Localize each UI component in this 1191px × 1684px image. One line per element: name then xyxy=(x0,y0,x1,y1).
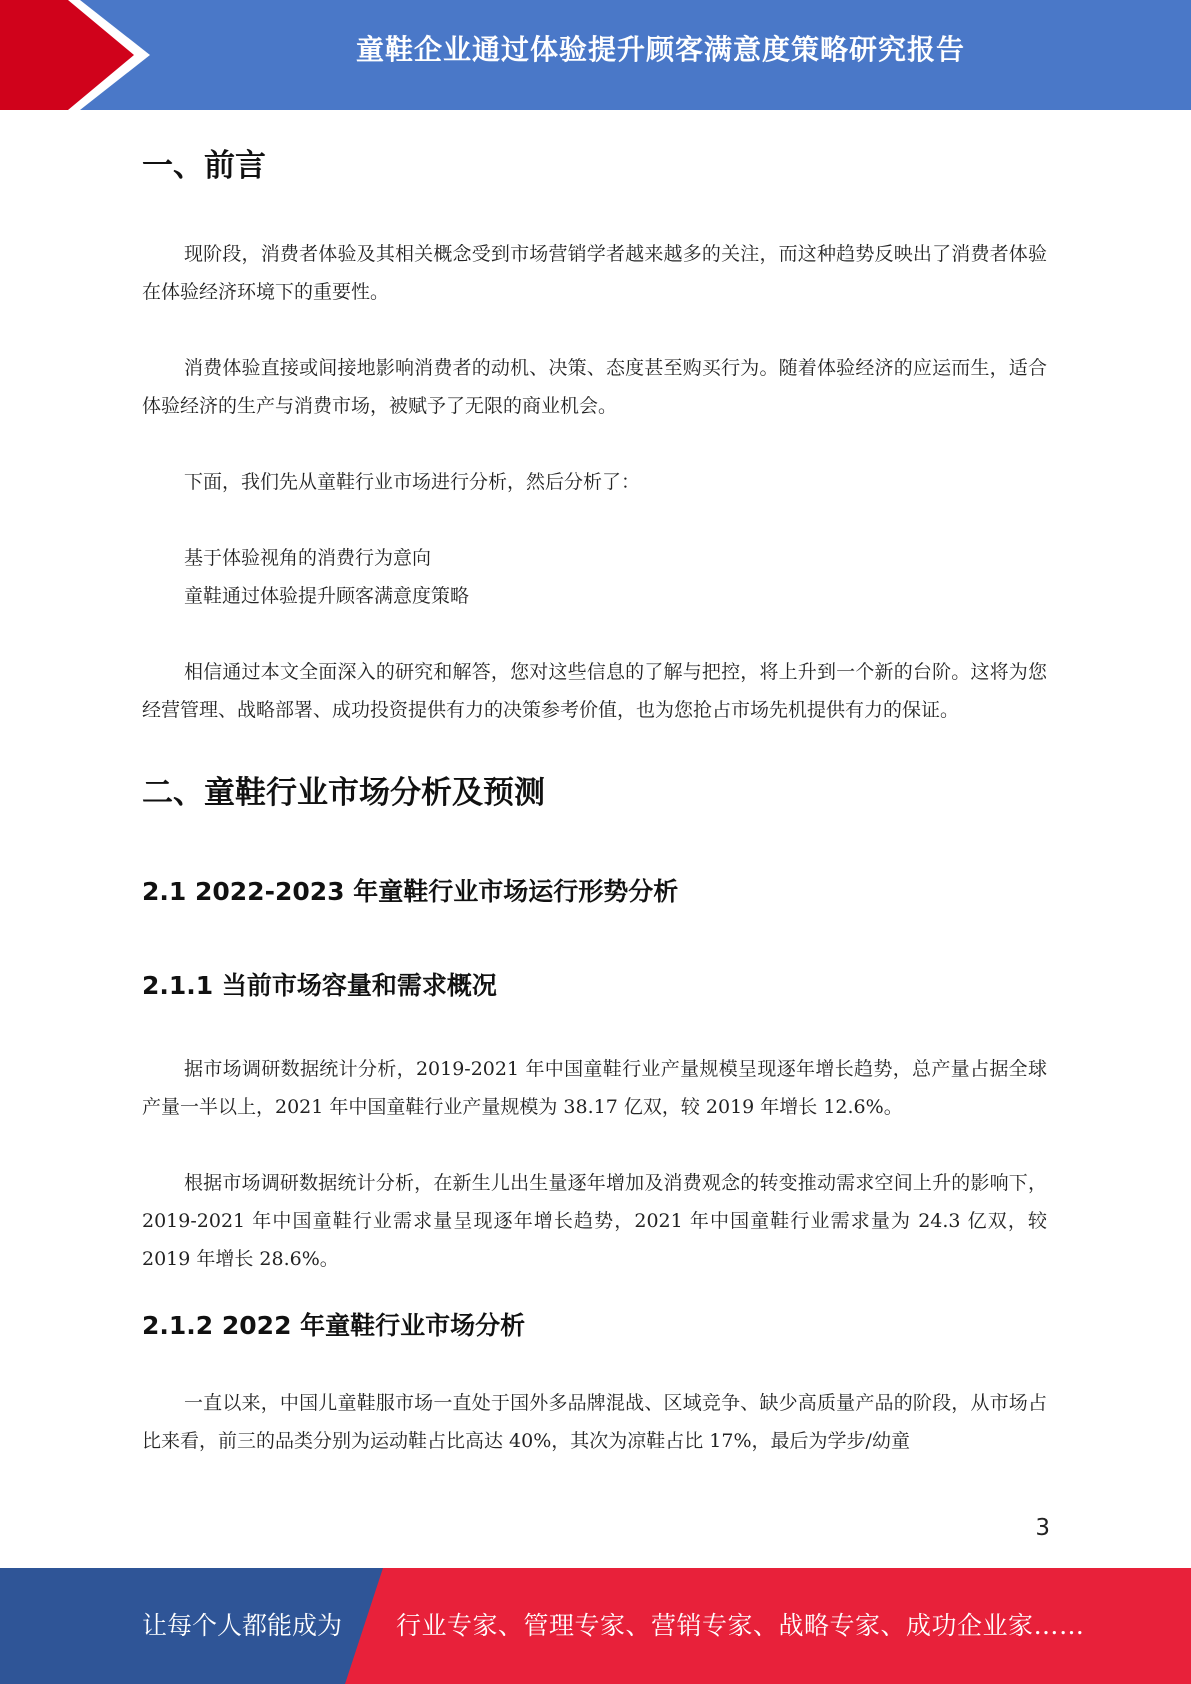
paragraph: 根据市场调研数据统计分析，在新生儿出生量逐年增加及消费观念的转变推动需求空间上升的影响下，2019-2021 年中国童鞋行业需求量呈现逐年增长趋势，2021 年中国童鞋行业需求量为 24.3 亿双，较 2019 年增长 28.6%。 xyxy=(142,1172,1047,1270)
page-footer xyxy=(0,1568,1191,1684)
section-heading-market: 二、童鞋行业市场分析及预测 xyxy=(142,775,545,811)
paragraph: 一直以来，中国儿童鞋服市场一直处于国外多品牌混战、区域竞争、缺少高质量产品的阶段，从市场占比来看，前三的品类分别为运动鞋占比高达 40%，其次为凉鞋占比 17%，最后为学步/幼童 xyxy=(142,1392,1047,1452)
header-title: 童鞋企业通过体验提升顾客满意度策略研究报告 xyxy=(355,33,965,66)
subsection-heading: 2.1 2022-2023 年童鞋行业市场运行形势分析 xyxy=(142,877,679,906)
paragraph: 下面，我们先从童鞋行业市场进行分析，然后分析了： xyxy=(184,471,641,493)
paragraph: 据市场调研数据统计分析，2019-2021 年中国童鞋行业产量规模呈现逐年增长趋势，总产量占据全球产量一半以上，2021 年中国童鞋行业产量规模为 38.17 亿双，较 2019 年增长 12.6%。 xyxy=(142,1058,1047,1118)
paragraph: 现阶段，消费者体验及其相关概念受到市场营销学者越来越多的关注，而这种趋势反映出了消费者体验在体验经济环境下的重要性。 xyxy=(142,243,1047,303)
footer-slogan-right: 行业专家、管理专家、营销专家、战略专家、成功企业家…… xyxy=(396,1611,1085,1640)
page-number: 3 xyxy=(1035,1515,1050,1541)
section-heading-preface: 一、前言 xyxy=(142,148,266,184)
paragraph: 消费体验直接或间接地影响消费者的动机、决策、态度甚至购买行为。随着体验经济的应运而生，适合体验经济的生产与消费市场，被赋予了无限的商业机会。 xyxy=(142,357,1047,417)
document-body xyxy=(142,110,1047,1460)
page-header xyxy=(0,0,1191,110)
subsubsection-heading: 2.1.1 当前市场容量和需求概况 xyxy=(142,971,497,1000)
list-item: 童鞋通过体验提升顾客满意度策略 xyxy=(184,585,470,607)
subsubsection-heading: 2.1.2 2022 年童鞋行业市场分析 xyxy=(142,1311,526,1340)
list-item: 基于体验视角的消费行为意向 xyxy=(184,547,432,569)
paragraph: 相信通过本文全面深入的研究和解答，您对这些信息的了解与把控，将上升到一个新的台阶。这将为您经营管理、战略部署、成功投资提供有力的决策参考价值，也为您抢占市场先机提供有力的保证。 xyxy=(142,661,1047,721)
footer-slogan-left: 让每个人都能成为 xyxy=(142,1611,343,1640)
